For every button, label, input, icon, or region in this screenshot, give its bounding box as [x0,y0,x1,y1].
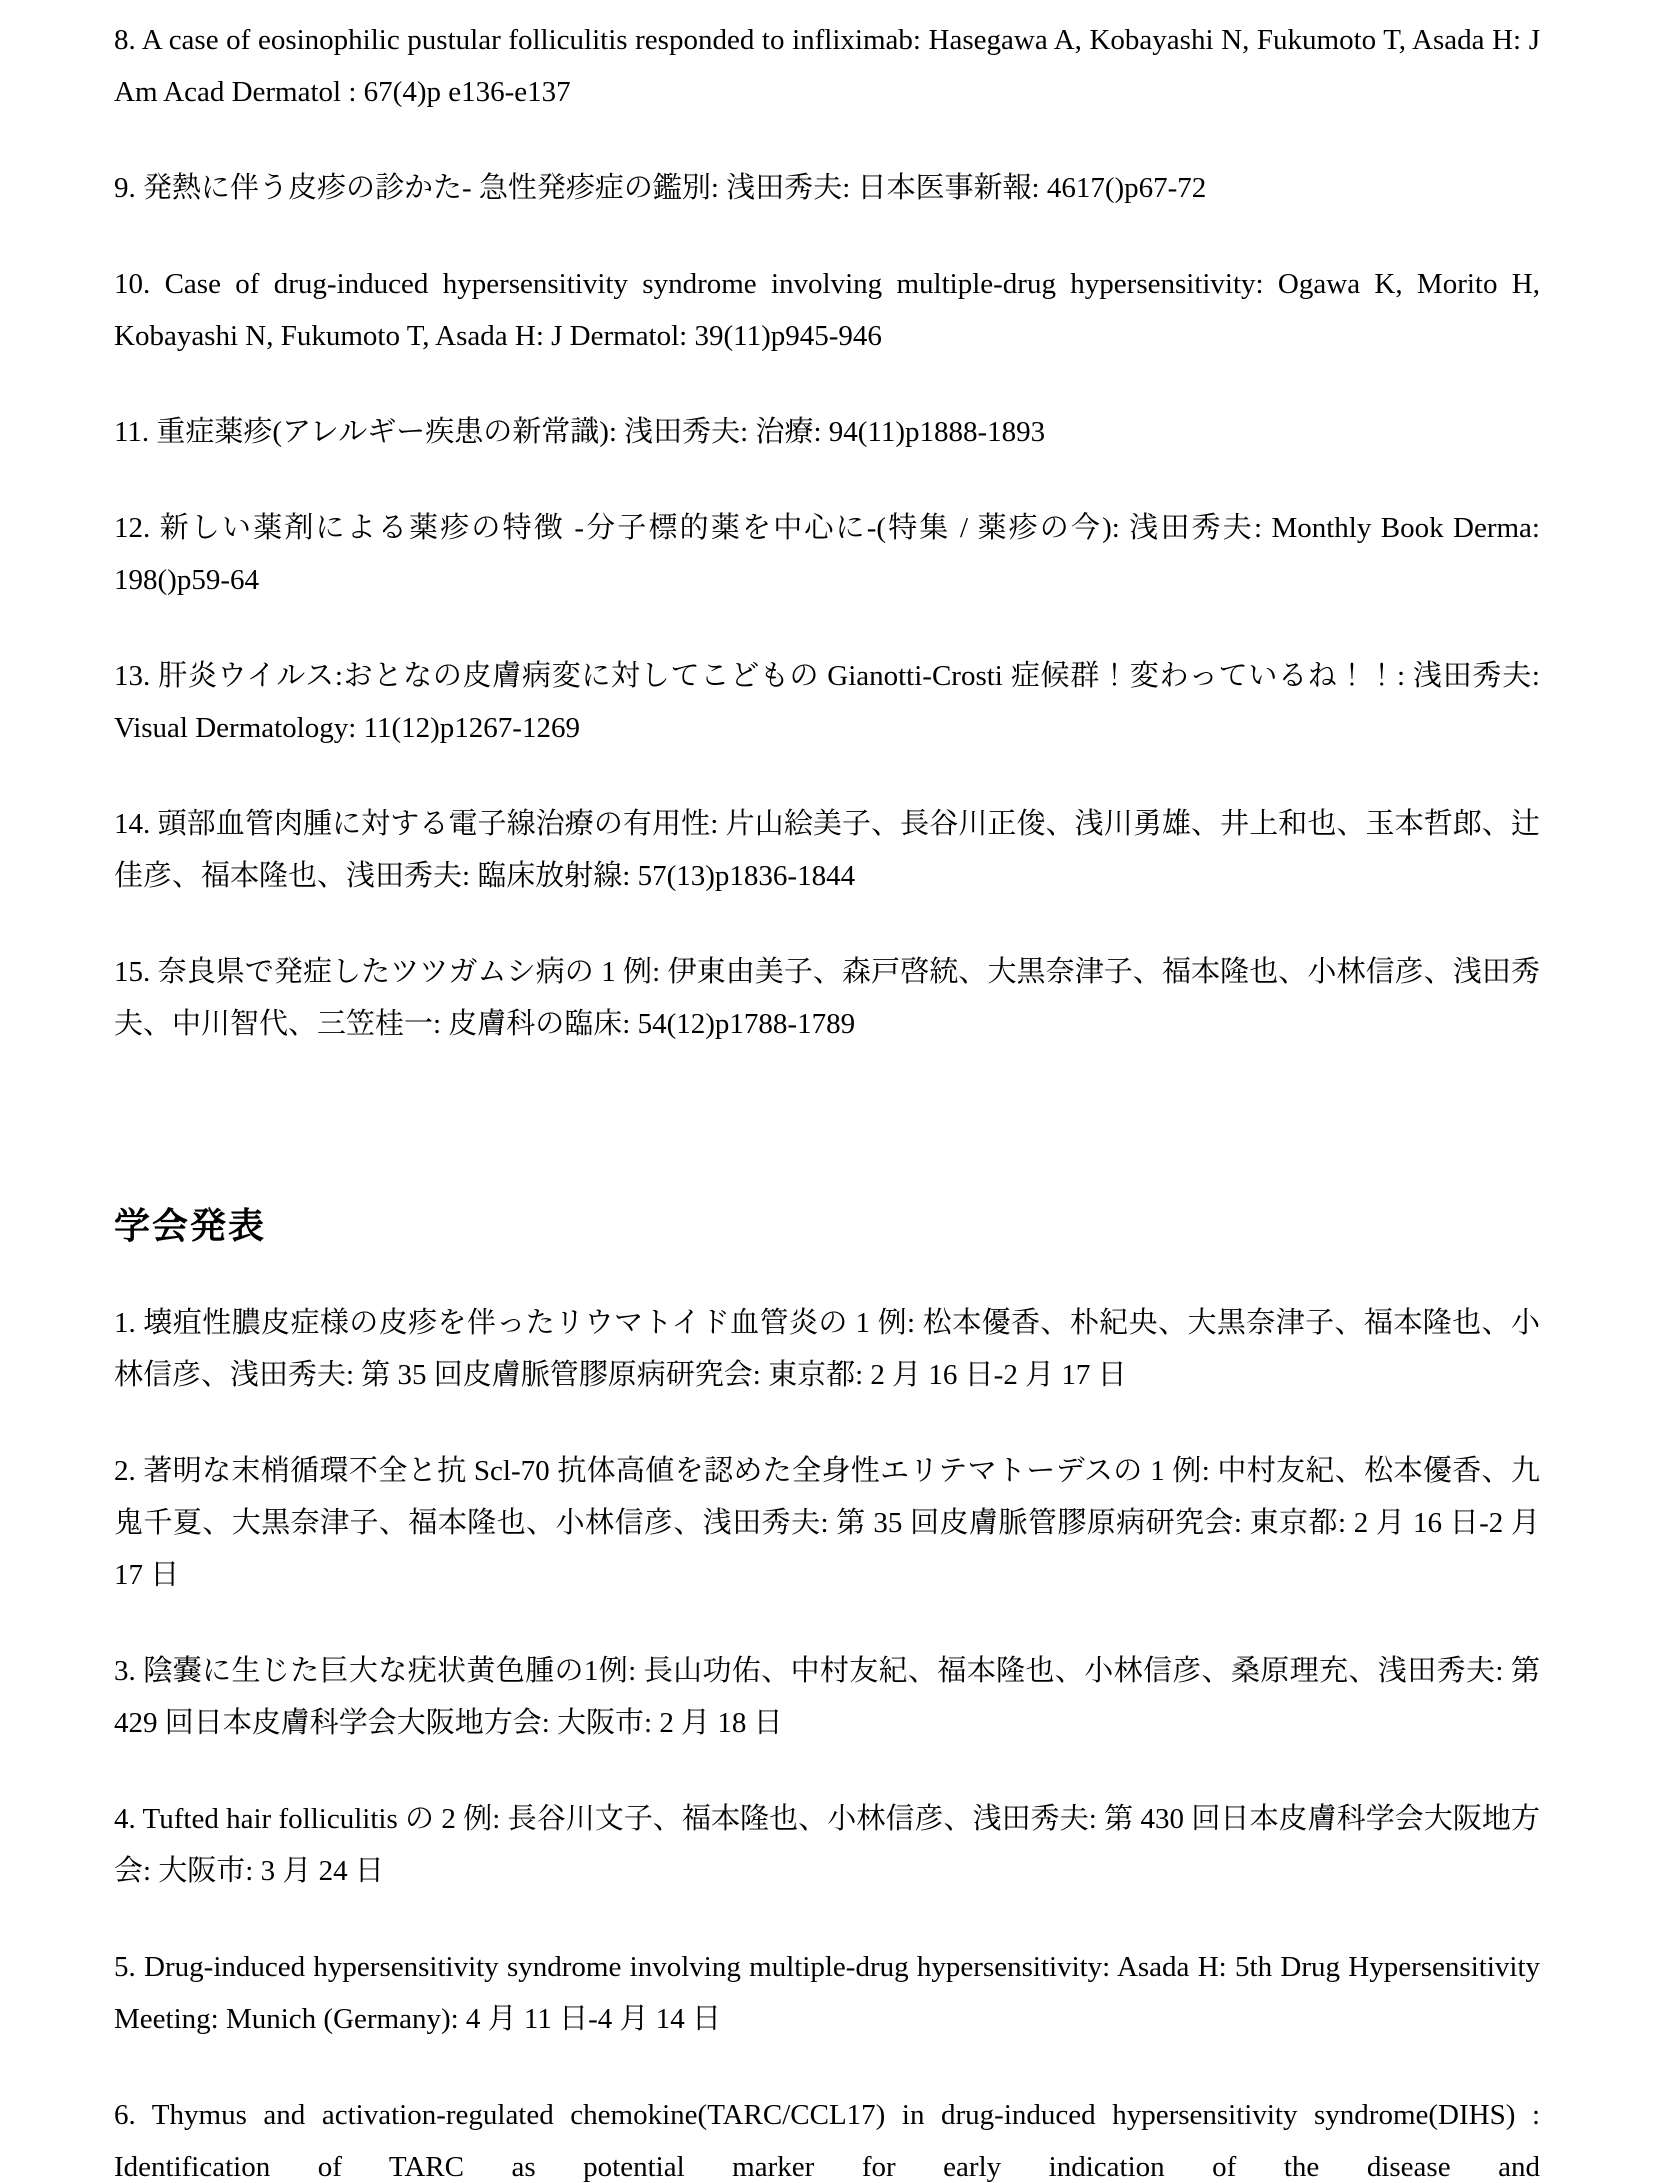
publication-item: 9. 発熱に伴う皮疹の診かた- 急性発疹症の鑑別: 浅田秀夫: 日本医事新報: 4617()p67-72 [114,172,1207,204]
conference-section-heading: 学会発表 [114,1205,267,1246]
publication-item: 15. 奈良県で発症したツツガムシ病の 1 例: 伊東由美子、森戸啓統、大黒奈津子、福本隆也、小林信彦、浅田秀夫、中川智代、三笠桂一: 皮膚科の臨床: 54(12)p1788-1789 [114,956,1540,1040]
presentation-item: 1. 壊疽性膿皮症様の皮疹を伴ったリウマトイド血管炎の 1 例: 松本優香、朴紀央、大黒奈津子、福本隆也、小林信彦、浅田秀夫: 第 35 回皮膚脈管膠原病研究会: 東京都: 2 月 16 日-2 月 17 日 [114,1307,1540,1391]
publication-list [114,14,1540,1050]
presentation-item: 3. 陰嚢に生じた巨大な疣状黄色腫の1例: 長山功佑、中村友紀、福本隆也、小林信彦、桑原理充、浅田秀夫: 第 429 回日本皮膚科学会大阪地方会: 大阪市: 2 月 18 日 [114,1655,1540,1739]
publication-item: 14. 頭部血管肉腫に対する電子線治療の有用性: 片山絵美子、長谷川正俊、浅川勇雄、井上和也、玉本哲郎、辻佳彦、福本隆也、浅田秀夫: 臨床放射線: 57(13)p1836-1844 [114,808,1540,892]
publication-item: 13. 肝炎ウイルス:おとなの皮膚病変に対してこどもの Gianotti-Crosti 症候群！変わっているね！！: 浅田秀夫: Visual Dermatology: 11(12)p1267-1269 [114,660,1540,744]
presentation-item: 5. Drug-induced hypersensitivity syndrome involving multiple-drug hypersensitivity: Asada H: 5th Drug Hypersensitivity Meeting: Munich (Germany): 4 月 11 日-4 月 14 日 [114,1951,1540,2035]
presentation-item: 4. Tufted hair folliculitis の 2 例: 長谷川文子、福本隆也、小林信彦、浅田秀夫: 第 430 回日本皮膚科学会大阪地方会: 大阪市: 3 月 24 日 [114,1803,1540,1887]
presentation-item: 2. 著明な末梢循環不全と抗 Scl-70 抗体高値を認めた全身性エリテマトーデスの 1 例: 中村友紀、松本優香、九鬼千夏、大黒奈津子、福本隆也、小林信彦、浅田秀夫: 第 35 回皮膚脈管膠原病研究会: 東京都: 2 月 16 日-2 月 17 日 [114,1455,1540,1591]
presentation-item: 6. Thymus and activation-regulated chemokine(TARC/CCL17) in drug-induced hypersensitivity syndrome(DIHS) : Identification of TARC as potential marker for early indication of the disease and [114,2099,1540,2183]
publication-item: 12. 新しい薬剤による薬疹の特徴 -分子標的薬を中心に-(特集 / 薬疹の今): 浅田秀夫: Monthly Book Derma: 198()p59-64 [114,512,1540,596]
publication-item: 11. 重症薬疹(アレルギー疾患の新常識): 浅田秀夫: 治療: 94(11)p1888-1893 [114,416,1046,448]
presentation-list [114,1297,1540,2183]
publication-item: 10. Case of drug-induced hypersensitivity syndrome involving multiple-drug hypersensitivity: Ogawa K, Morito H, Kobayashi N, Fukumoto T, Asada H: J Dermatol: 39(11)p945-946 [114,268,1540,352]
publication-item: 8. A case of eosinophilic pustular folliculitis responded to infliximab: Hasegawa A, Kobayashi N, Fukumoto T, Asada H: J Am Acad Dermatol : 67(4)p e136-e137 [114,24,1540,108]
